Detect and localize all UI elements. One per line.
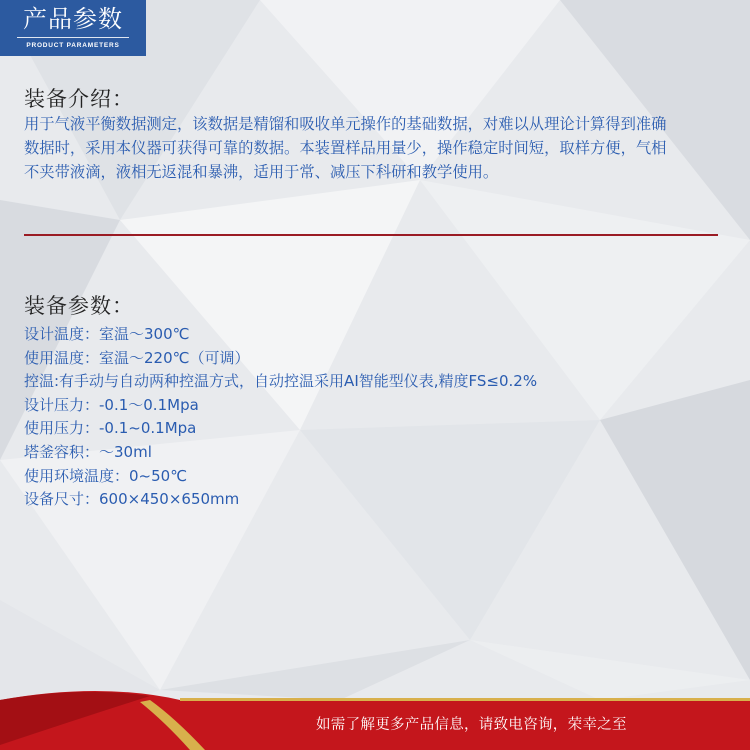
intro-paragraph bbox=[24, 112, 734, 184]
param-design-pressure: 设计压力：-0.1～0.1Mpa bbox=[24, 395, 199, 414]
param-operating-pressure: 使用压力：-0.1~0.1Mpa bbox=[24, 419, 197, 438]
param-operating-temperature: 使用温度：室温～220℃（可调） bbox=[24, 348, 250, 367]
header-badge bbox=[0, 0, 146, 56]
params-heading: 装备参数： bbox=[24, 294, 134, 318]
page-title: 产品参数 bbox=[23, 5, 123, 33]
intro-line: 数据时，采用本仪器可获得可靠的数据。本装置样品用量少，操作稳定时间短，取样方便，气相 bbox=[24, 139, 667, 157]
param-temperature-control: 控温:有手动与自动两种控温方式，自动控温采用AI智能型仪表,精度FS≤0.2% bbox=[24, 372, 538, 391]
param-dimensions: 设备尺寸：600×450×650mm bbox=[24, 490, 240, 509]
param-kettle-volume: 塔釜容积：～30ml bbox=[24, 442, 152, 461]
param-list bbox=[24, 323, 537, 512]
section-divider bbox=[24, 234, 718, 236]
page-subtitle: PRODUCT PARAMETERS bbox=[26, 42, 120, 49]
footer-contact-text: 如需了解更多产品信息，请致电咨询，荣幸之至 bbox=[316, 717, 627, 733]
header-divider bbox=[17, 37, 129, 38]
intro-line: 用于气液平衡数据测定，该数据是精馏和吸收单元操作的基础数据，对难以从理论计算得到准确 bbox=[24, 115, 667, 133]
intro-heading: 装备介绍： bbox=[24, 87, 134, 111]
param-design-temperature: 设计温度：室温～300℃ bbox=[24, 325, 190, 343]
param-ambient-temperature: 使用环境温度：0~50℃ bbox=[24, 466, 188, 485]
intro-line: 不夹带液滴，液相无返混和暴沸，适用于常、减压下科研和教学使用。 bbox=[24, 163, 499, 181]
